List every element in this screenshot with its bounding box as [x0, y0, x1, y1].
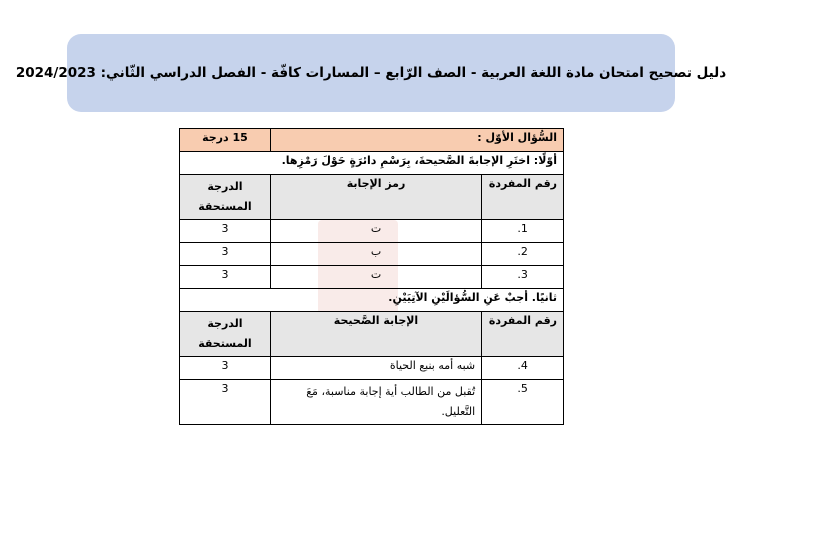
item-answer: ت — [270, 220, 481, 243]
column-header-score: الدرجة المستحقة — [180, 175, 271, 220]
question-label: السُّؤال الأوّل : — [270, 129, 563, 152]
part1-column-headers — [180, 175, 564, 220]
title-banner — [15, 34, 727, 112]
column-header-number: رقم المفردة — [482, 312, 564, 357]
column-header-number: رقم المفردة — [482, 175, 564, 220]
item-score: 3 — [180, 266, 271, 289]
table-row — [180, 266, 564, 289]
part1-instruction: أوّلًا: اختَرِ الإجابةَ الصَّحيحةَ، بِرَسْمِ دائرَةٍ حَوْلَ رَمْزِها. — [180, 152, 564, 175]
table-row — [180, 380, 564, 425]
item-number: 1. — [482, 220, 564, 243]
item-score: 3 — [180, 243, 271, 266]
item-number: 5. — [482, 380, 564, 425]
column-header-answer: الإجابة الصَّحيحة — [270, 312, 481, 357]
part2-column-headers — [180, 312, 564, 357]
item-answer: شبه أمه بنبع الحياة — [270, 357, 481, 380]
item-score: 3 — [180, 220, 271, 243]
item-answer: ب — [270, 243, 481, 266]
item-answer: ت — [270, 266, 481, 289]
part2-instruction: ثانيًا. أجبْ عَنِ السُّؤالَيْنِ الآتِيَيْنِ. — [180, 289, 564, 312]
table-row — [180, 357, 564, 380]
item-number: 4. — [482, 357, 564, 380]
question-total-score: 15 درجة — [180, 129, 271, 152]
table-row — [180, 220, 564, 243]
part1-instruction-row — [180, 152, 564, 175]
table-row — [180, 243, 564, 266]
question-header-row — [180, 129, 564, 152]
column-header-score: الدرجة المستحقة — [180, 312, 271, 357]
answer-key-table — [179, 128, 564, 425]
item-score: 3 — [180, 357, 271, 380]
column-header-answer: رمز الإجابة — [270, 175, 481, 220]
item-number: 3. — [482, 266, 564, 289]
item-number: 2. — [482, 243, 564, 266]
part2-instruction-row — [180, 289, 564, 312]
item-answer: تُقبل من الطالب أية إجابة مناسبة، مَعَ التَّعليل. — [270, 380, 481, 425]
document-title: دليل تصحيح امتحان مادة اللغة العربية - الصف الرّابع – المسارات كافّة - الفصل الدراسي الثّاني: 2024/2023 — [15, 65, 727, 81]
item-score: 3 — [180, 380, 271, 425]
